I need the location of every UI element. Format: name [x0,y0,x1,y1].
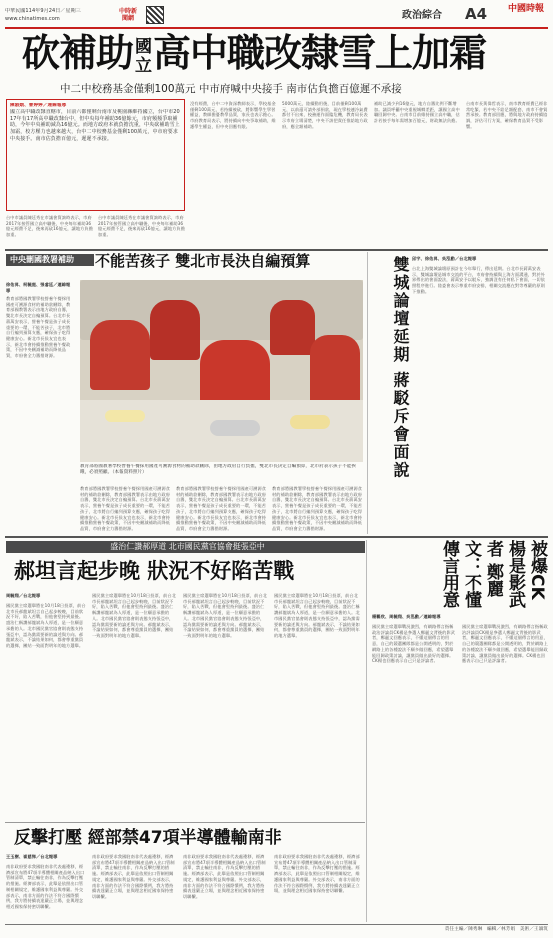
story6-body-4: 南非政府要求我國駐南非代表處遷移，經濟部宣布將47項半導體相關產品納入出口管制清單，禁止輸往南非，作為反擊打壓的措施。經濟部表示，此舉是依照出口管制相關規定，維護國家利益與尊嚴。外交部表示，南非方面的作法不符合國際慣例，我方將持續表達嚴正立場，並與理念相近國家保持密切聯繫。 [274,854,360,894]
story6-headline: 反擊打壓 經部禁47項半導體輸南非 [14,828,282,848]
divider-v1 [367,252,368,534]
main-body-2: 沒有經費，台中二中資深教師表示，學校基金僅剩100萬元，若持續被砍，將影響學生學習權益，教師擔憂教學品質，家長也表示擔心。市府教育局表示，將持續向中央爭取補助，維護學生權益，但中央回應有限。 [190,101,276,129]
story5-headline: 被爆CK楊是影武者 鄭麗文：不懂傳言用意 [439,540,547,608]
story2-headline: 不能苦孩子 雙北市長決自編預算 [95,252,311,270]
site-url: www.chinatimes.com [5,16,60,22]
story6-body-3: 南非政府要求我國駐南非代表處遷移，經濟部宣布將47項半導體相關產品納入出口管制清單，禁止輸往南非，作為反擊打壓的措施。經濟部表示，此舉是依照出口管制相關規定，維護國家利益與尊嚴。外交部表示，南非方面的作法不符合國際慣例，我方將持續表達嚴正立場，並與理念相近國家保持密切聯繫。 [183,854,266,899]
story2-body: 教育部將國教署學校營養午餐採用國產可溯源食材的補助款刪除，教育部國教署表示由地方政府自籌，雙北市長決定自編預算。台北市長蔣萬安表示，營養午餐是孩子成長重要的一環，不能苦孩子，北市將自行編列預算支應，確保孩子吃得健康安心。新北市長侯友宜也表示，新北市會持續推動營養午餐政策，不因中央刪減補助而降低品質，市府會全力籌措財源。 [6,296,71,359]
story2-banner: 中央刪國教署補助 [6,254,94,266]
story5-headline-box [372,540,548,610]
story2-body-c: 教育部將國教署學校營養午餐採用國產可溯源食材的補助款刪除，教育部國教署表示由地方政府自籌，雙北市長決定自編預算。台北市長蔣萬安表示，營養午餐是孩子成長重要的一環，不能苦孩子，北市將自行編列預算支應，確保孩子吃得健康安心。新北市長侯友宜也表示，新北市會持續推動營養午餐政策，不因中央刪減補助而降低品質，市府會全力籌措財源。 [176,486,267,531]
main-body-3: 5000萬元，陸續動用後，目前僅剩100萬元，以前還可請外部捐款，現在學校連冷氣費都付不出來，校務運作面臨危機，教育局長表示市府立場清楚，中央不該把責任推給地方政府，應全額補助。 [282,101,368,129]
story6-body-2: 南非政府要求我國駐南非代表處遷移，經濟部宣布將47項半導體相關產品納入出口管制清單，禁止輸往南非，作為反擊打壓的措施。經濟部表示，此舉是依照出口管制相關規定，維護國家利益與尊嚴。外交部表示，南非方面的作法不符合國際慣例，我方將持續表達嚴正立場，並與理念相近國家保持密切聯繫。 [92,854,175,899]
story5-byline: 楊藝欣、周毓翔、吳泓勳／連線報導 [372,614,441,619]
story2-body-b: 教育部將國教署學校營養午餐採用國產可溯源食材的補助款刪除，教育部國教署表示由地方政府自籌，雙北市長決定自編預算。台北市長蔣萬安表示，營養午餐是孩子成長重要的一環，不能苦孩子，北市將自行編列預算支應，確保孩子吃得健康安心。新北市長侯友宜也表示，新北市會持續推動營養午餐政策，不因中央刪減補助而降低品質，市府會全力籌措財源。 [80,486,171,531]
header-rule [5,27,548,29]
story4-byline: 周毓翔／台北報導 [6,593,41,598]
story4-banner: 盛治仁讚郝厚道 北市國民黨官協會挺張亞中 [6,541,365,553]
story4-headline: 郝坦言起步晚 狀況不好陷苦戰 [14,559,295,583]
headline-small-char-1: 國 [135,36,152,57]
main-body-1: 台中市議員陳廷秀在市議會質詢時表示，市府2017年接管國立高中職後，中央每年補助36億元經費不足，後來再砍16億元，讓地方負擔加重。 [6,215,93,238]
story6-body-1: 南非政府要求我國駐南非代表處遷移，經濟部宣布將47項半導體相關產品納入出口管制清單，禁止輸往南非，作為反擊打壓的措施。經濟部表示，此舉是依照出口管制相關規定，維護國家利益與尊嚴。外交部表示，南非方面的作法不符合國際慣例，我方將持續表達嚴正立場，並與理念相近國家保持密切聯繫。 [6,864,85,909]
newspaper-logo: 中國時報 [507,4,544,14]
photo-caption: 教育部將國教署學校營養午餐採用國產可溯源食材的補助款刪除，由地方政府自行負擔，雙北市長決定自編預算，北市府表示孩子不能挨餓，必須照顧。（本報資料照片） [80,464,356,475]
story2-body-d: 教育部將國教署學校營養午餐採用國產可溯源食材的補助款刪除，教育部國教署表示由地方政府自籌，雙北市長決定自編預算。台北市長蔣萬安表示，營養午餐是孩子成長重要的一環，不能苦孩子，北市將自行編列預算支應，確保孩子吃得健康安心。新北市長侯友宜也表示，新北市會持續推動營養午餐政策，不因中央刪減補助而降低品質，市府會全力籌措財源。 [272,486,363,531]
divider-2 [5,536,548,538]
story3-body: 台北上海雙城論壇原預計在今年舉行，傳出延期。台北市長蔣萬安表示，雙城論壇是城市交流的平台，市府會持續與上海方面溝通，對於外界傳出的會面說法，蔣萬安予以駁斥，強調沒有任何私下會面，一切依照程序進行。陸委會表示尊重市府安排，相關交流應在對等尊嚴的原則下推動。 [412,266,545,294]
main-byline: 陳淑娥、曹婷婷／連線報導 [10,103,67,108]
qr-code-icon [146,6,164,24]
story4-body-2: 國民黨主席選舉將在10月18日投票，前台北市長郝龍斌坦言自己起步較晚，目前狀況不好，陷入苦戰，但他會堅持到最後。盛治仁稱讚郝龍斌為人厚道，是一位願意承擔的人。北市國民黨官協會則表態支持張亞中，認為黨需要新的論述與方向。郝龍斌表示，不論結果如何，都會尊重黨員的選擇，團結一致面對明年的地方選舉。 [92,593,176,638]
footer-rule [5,924,548,925]
section-name: 政治綜合 [402,10,442,21]
story3-headline: 雙城論壇延期 蔣駁斥會面說 [391,256,410,480]
main-subhead: 中二中校務基金僅剩100萬元 中市府喊中央接手 南市估負擔百億遲不承接 [60,83,402,95]
divider-v2 [366,540,367,922]
story2-byline: 徐佑昇、柯毓庭、張睿廷／連線報導 [6,282,71,293]
story4-body-1: 國民黨主席選舉將在10月18日投票，前台北市長郝龍斌坦言自己起步較晚，目前狀況不好，陷入苦戰，但他會堅持到最後。盛治仁稱讚郝龍斌為人厚道，是一位願意承擔的人。北市國民黨官協會則表態支持張亞中，認為黨需要新的論述與方向。郝龍斌表示，不論結果如何，都會尊重黨員的選擇，團結一致面對明年的地方選舉。 [6,603,86,648]
story5-body-1: 國民黨主席選舉戰況激烈，有網路傳言指稱政治評論員CK楊是參選人鄭麗文背後的影武者，鄭麗文回應表示，不懂這個傳言的用意，自己的競選團隊都是公開透明的，對於網路上的各種說法不願多做回應，希望選舉能回歸政策討論，讓黨員做出最好的選擇。CK楊也回應表示自己只是評論者。 [372,624,456,664]
main-body-4: 補助已減少到16億元，地方自籌比例不斷增加。議員呼籲中央重視城鄉差距，讓國立高中職回歸中央。台南市目前維持國立高中職，估計若接手每年需增加百億元，財政無法負擔。 [374,101,460,124]
main-body-5: 台南市長黃偉哲表示，南市教育經費已經非常吃緊，若中央不給足額配套，南市不會貿然承接。教育部回應，將與地方政府持續協調，評估可行方案，確保教育品質不受影響。 [466,101,548,129]
main-lead: 國立高中職改隸直轄市，目前六都僅剩台南市及桃園縣維持國立，台中市2017年有17所高中職改隸台中，但中央每年補助36億餘元，市府頻頻爭取補助，今年中央補助減為16億元。而地方政府本就負擔沈重，中央砍補助雪上加霜，校方壓力也越來越大，台中二中校務基金僅剩100萬元，中市府要求中央接手。南市估負擔百億元，遲遲不承接。 [10,108,180,142]
students-lunch-photo [80,280,363,462]
headline-small-char-2: 立 [135,55,152,76]
story4-body-3: 國民黨主席選舉將在10月18日投票，前台北市長郝龍斌坦言自己起步較晚，目前狀況不好，陷入苦戰，但他會堅持到最後。盛治仁稱讚郝龍斌為人厚道，是一位願意承擔的人。北市國民黨官協會則表態支持張亞中，認為黨需要新的論述與方向。郝龍斌表示，不論結果如何，都會尊重黨員的選擇，團結一致面對明年的地方選舉。 [183,593,267,638]
story3-byline: 邱宇、徐佑昇、吳泓勳／台北報導 [412,256,477,261]
story5-body-2: 國民黨主席選舉戰況激烈，有網路傳言指稱政治評論員CK楊是參選人鄭麗文背後的影武者，鄭麗文回應表示，不懂這個傳言的用意，自己的競選團隊都是公開透明的，對於網路上的各種說法不願多做回應，希望選舉能回歸政策討論，讓黨員做出最好的選擇。CK楊也回應表示自己只是評論者。 [462,624,548,664]
lead-box [6,99,185,211]
headline-small-block [133,38,153,76]
headline-part-2: 高中職改隸雪上加霜 [153,30,487,75]
story4-body-4: 國民黨主席選舉將在10月18日投票，前台北市長郝龍斌坦言自己起步較晚，目前狀況不好，陷入苦戰，但他會堅持到最後。盛治仁稱讚郝龍斌為人厚道，是一位願意承擔的人。北市國民黨官協會則表態支持張亞中，認為黨需要新的論述與方向。郝龍斌表示，不論結果如何，都會尊重黨員的選擇，團結一致面對明年的地方選舉。 [274,593,360,638]
date-line: 中華民國114年9月24日／星期三 [5,8,81,14]
page-number: A4 [465,5,488,23]
headline-part-1: 砍補助 [22,30,134,75]
footer-credits: 責任主編／陳秀琳 編輯／林芳娟 美術／王韻筑 [444,927,548,932]
masthead-small: 中時新聞網 [118,8,137,22]
main-body-1b: 台中市議員陳廷秀在市議會質詢時表示，市府2017年接管國立高中職後，中央每年補助36億元經費不足，後來再砍16億元，讓地方負擔加重。 [98,215,185,238]
main-headline [22,32,542,74]
story6-byline: 王玉樹、崔慈悌／台北報導 [6,854,58,859]
divider-3 [5,822,365,823]
